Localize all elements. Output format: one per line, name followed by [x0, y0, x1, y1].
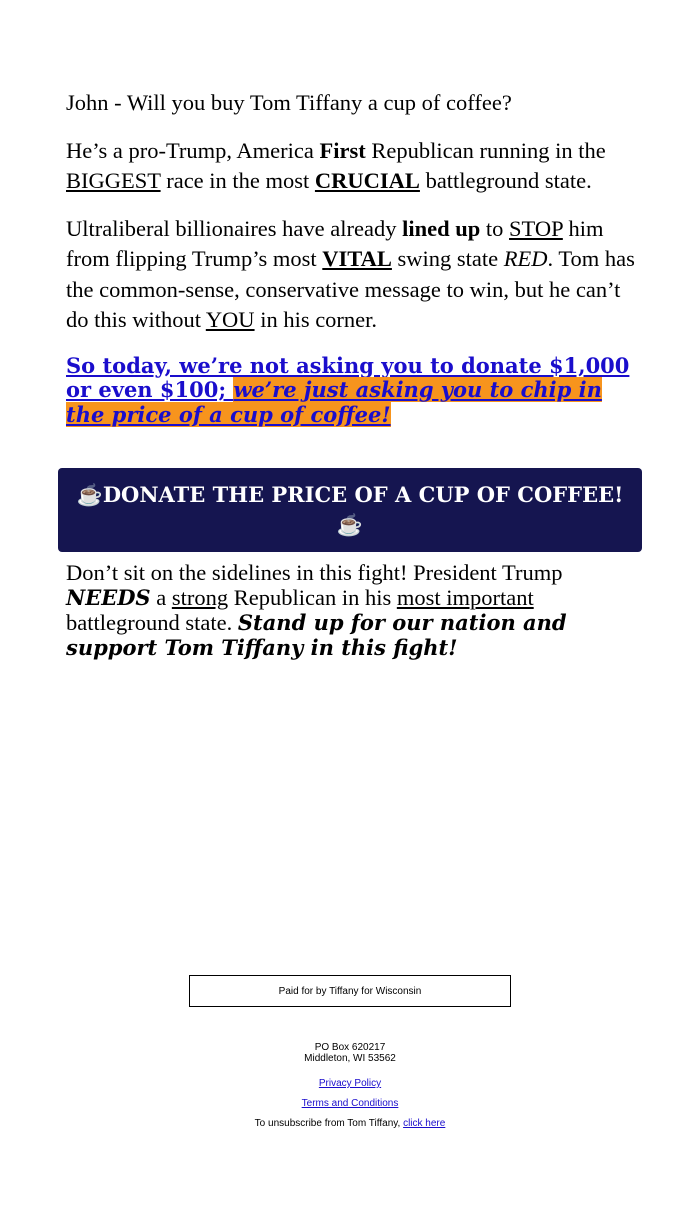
bold-underlined-text: CRUCIAL	[314, 168, 420, 193]
italic-text: RED	[503, 246, 548, 271]
paragraph-billionaires	[66, 214, 636, 336]
bold-italic-text: NEEDS	[66, 585, 151, 610]
text: battleground state.	[66, 610, 238, 635]
text: He’s a pro-Trump, America	[66, 137, 320, 163]
underlined-text: most important	[396, 585, 534, 610]
text: swing state	[391, 246, 504, 271]
underlined-text: strong	[171, 585, 229, 610]
closing-paragraph	[66, 560, 646, 660]
mailing-address	[0, 1042, 700, 1064]
privacy-policy-link[interactable]: Privacy Policy	[318, 1078, 382, 1089]
bold-italic-text: Stand up for our nation and support Tom Tiffany in this fight!	[66, 610, 567, 660]
paid-for-disclaimer	[189, 975, 511, 1007]
text: battleground state.	[419, 168, 592, 193]
address-line: PO Box 620217	[314, 1042, 386, 1053]
paragraph-candidate	[66, 136, 636, 197]
text: a	[150, 585, 172, 610]
underlined-text: YOU	[205, 307, 255, 332]
unsubscribe-link[interactable]: click here	[403, 1118, 446, 1129]
footer	[0, 1042, 700, 1129]
email-body	[66, 88, 636, 427]
greeting-text: John - Will you buy Tom Tiffany a cup of coffee?	[66, 90, 512, 115]
paid-for-text: Paid for by Tiffany for Wisconsin	[278, 985, 422, 997]
donate-button-label: ☕DONATE THE PRICE OF A CUP OF COFFEE! ☕	[76, 482, 624, 537]
donate-button[interactable]	[58, 468, 642, 552]
terms-row	[0, 1098, 700, 1109]
terms-link[interactable]: Terms and Conditions	[301, 1098, 399, 1109]
privacy-row	[0, 1078, 700, 1089]
text: Don’t sit on the sidelines in this fight! President Trump	[66, 560, 563, 585]
text: him from flipping Trump’s most	[66, 215, 604, 271]
underlined-text: STOP	[509, 215, 563, 241]
text: in his corner.	[254, 307, 378, 332]
donation-ask-link[interactable]	[66, 354, 636, 428]
text: Republican running in the	[365, 137, 606, 163]
text: . Tom has the common-sense, conservative message to win, but he can’t do this without	[66, 246, 635, 332]
ask-link-highlight[interactable]: we’re just asking you to chip in the price of a cup of coffee!	[66, 377, 602, 427]
text: race in the most	[160, 168, 315, 193]
unsubscribe-row	[0, 1118, 700, 1129]
text: Ultraliberal billionaires have already	[66, 215, 403, 241]
bold-text: lined up	[402, 215, 481, 241]
text: Republican in his	[228, 585, 397, 610]
address-line: Middleton, WI 53562	[304, 1053, 396, 1064]
unsubscribe-text: To unsubscribe from Tom Tiffany,	[254, 1118, 404, 1129]
bold-underlined-text: VITAL	[322, 246, 392, 271]
bold-text: First	[319, 137, 366, 163]
text: to	[480, 215, 510, 241]
underlined-text: BIGGEST	[66, 168, 161, 193]
ask-link-plain[interactable]: So today, we’re not asking you to donate $1,000 or even $100;	[66, 352, 630, 402]
